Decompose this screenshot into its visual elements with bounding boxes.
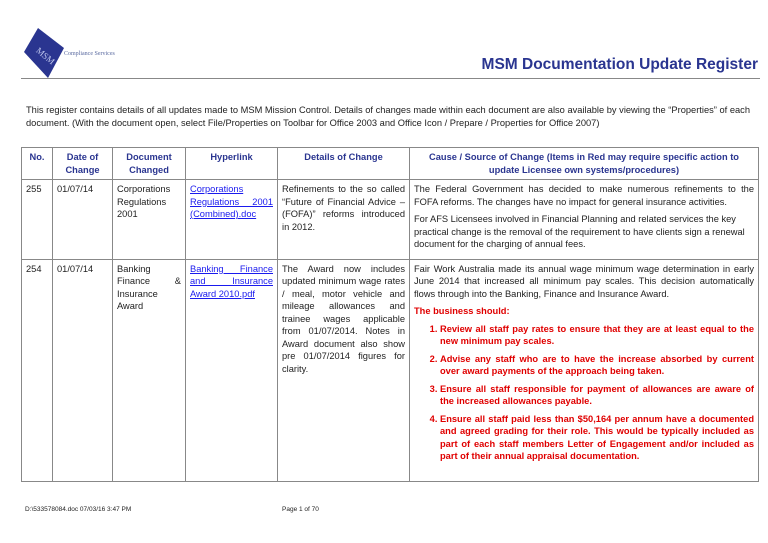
row-document: Banking Finance & Insurance Award: [113, 259, 186, 481]
page-title: MSM Documentation Update Register: [481, 56, 758, 73]
table-row: [22, 180, 759, 260]
action-item: 3. Ensure all staff responsible for payment of allowances are aware of the increased allowances payable.: [440, 383, 754, 408]
document-link[interactable]: Corporations Regulations 2001 (Combined).doc: [190, 184, 273, 219]
header-cause: Cause / Source of Change (Items in Red may require specific action to update Licensee own systems/procedures): [410, 148, 759, 180]
update-register-table: [21, 147, 759, 482]
row-details: The Award now includes updated minimum wage rates / meal, motor vehicle and mileage allowances and trainee wages applicable from 01/07/2014. Notes in Award document also show pre 01/07/2014 figures for clarity.: [278, 259, 410, 481]
row-date: 01/07/14: [53, 259, 113, 481]
footer-file-info: D:\533578084.doc 07/03/16 3:47 PM: [25, 506, 132, 513]
cause-paragraph: For AFS Licensees involved in Financial Planning and related services the key practical change is the removal of the requirement to have clients sign a renewal document for the charging of annual fees.: [414, 214, 745, 249]
footer-page-number: Page 1 of 70: [282, 506, 319, 513]
cause-paragraph: The Federal Government has decided to make numerous refinements to the FOFA reforms. The changes have no impact for general insurance activities.: [414, 184, 754, 207]
header-details: Details of Change: [278, 148, 410, 180]
table-header-row: [22, 148, 759, 180]
action-list: [414, 323, 754, 463]
row-cause: [410, 180, 759, 260]
msm-logo-icon: [24, 28, 64, 78]
action-heading: The business should:: [414, 306, 510, 316]
action-item: 2. Advise any staff who are to have the increase absorbed by current over award payments of the approach being taken.: [440, 353, 754, 378]
row-details: Refinements to the so called “Future of Financial Advice – (FOFA)” reforms introduced in 2012.: [278, 180, 410, 260]
header-date: Date of Change: [53, 148, 113, 180]
header-hyperlink: Hyperlink: [186, 148, 278, 180]
row-no: 255: [22, 180, 53, 260]
row-cause: [410, 259, 759, 481]
logo-text: Compliance Services: [64, 51, 115, 57]
svg-text:MSM: MSM: [34, 45, 57, 67]
action-item: 1. Review all staff pay rates to ensure that they are at least equal to the new minimum pay scales.: [440, 323, 754, 348]
header-document: Document Changed: [113, 148, 186, 180]
header-no: No.: [22, 148, 53, 180]
action-item: 4. Ensure all staff paid less than $50,164 per annum have a documented and agreed grading for their role. This would be typically included as part of each staff members Letter of Engagement and/or included as part of their annual appraisal documentation.: [440, 413, 754, 463]
row-no: 254: [22, 259, 53, 481]
header-divider: [21, 78, 760, 79]
document-link[interactable]: Banking Finance and Insurance Award 2010.pdf: [190, 263, 273, 299]
intro-text: This register contains details of all updates made to MSM Mission Control. Details of changes made within each document are also available by viewing the “Properties” of each document. (With the document open, select File/Properties on Toolbar for Office 2003 and Office Icon / Prepare / Properties for Office 2007): [26, 105, 750, 128]
row-document: Corporations Regulations 2001: [113, 180, 186, 260]
table-row: [22, 259, 759, 481]
row-date: 01/07/14: [53, 180, 113, 260]
cause-paragraph: Fair Work Australia made its annual wage minimum wage determination in early June 2014 that increased all minimum pay scales. This decision automatically flows through into the Banking, Finance and Insurance Award.: [414, 263, 754, 299]
